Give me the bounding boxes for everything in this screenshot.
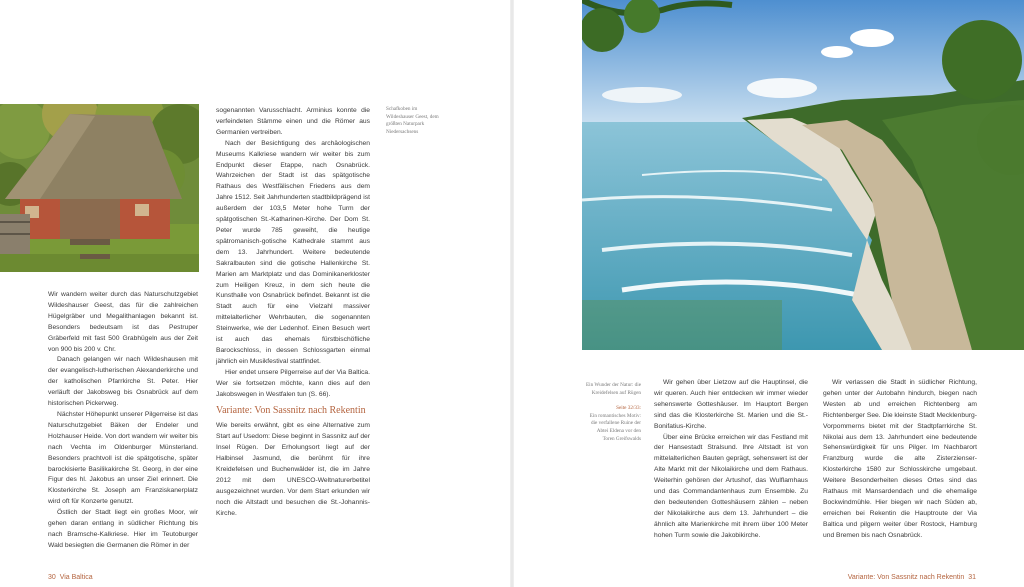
left-column-2 xyxy=(216,106,370,520)
paragraph: Über eine Brücke erreichen wir das Festland mit der Hansestadt Stralsund. Ihre Altstadt ist von mittelalterlichen Bauten geprägt, sehenswert ist der Alte Markt mit der Nikolaikirche und dem Rathaus. Weiterhin gehören der Artushof, das Wulflamhaus und das Commandantenhaus zum Ensemble. Zu den bedeutenden Gotteshäusern zählen – neben der Nikolaikirche aus dem 13. Jahrhundert – die ähnlich alte Marienkirche mit ihrem über 100 Meter hohen Turm sowie die Jakobikirche. xyxy=(654,433,808,539)
paragraph: Wir gehen über Lietzow auf die Hauptinsel, die wir queren. Auch hier entdecken wir immer wieder sehenswerte Gotteshäuser. Im Hauptort Bergen sind das die Klosterkirche St. Marien und die St.-Bonifatius-Kirche. xyxy=(654,379,808,430)
paragraph: Danach gelangen wir nach Wildeshausen mit der evangelisch-lutherischen Alexanderkirche und der katholischen Pfarrkirche St. Peter. Hier verläuft der Jakobsweg bis Osnabrück auf dem historischen Pickerweg. xyxy=(48,356,198,408)
running-title: Via Baltica xyxy=(59,574,93,581)
gutter xyxy=(510,0,514,587)
paragraph: sogenannten Varusschlacht. Arminius konnte die verfeindeten Stämme einen und die Römer aus Germanien vertreiben. xyxy=(216,107,370,136)
photo-caption-right xyxy=(585,382,641,443)
caption-page-ref: Seite 32/33: xyxy=(616,405,641,412)
caption-text: Schafkoben im Wildeshauser Geest, dem größten Naturpark Niedersachsens xyxy=(386,106,439,135)
paragraph: Östlich der Stadt liegt ein großes Moor, wir gehen daran entlang in südlicher Richtung bis nach Bramsche-Kalkriese. Hier im Teutoburger Wald besiegten die Germanen die Römer in der xyxy=(48,509,198,549)
paragraph: Wir verlassen die Stadt in südlicher Richtung, gehen unter der Autobahn hindurch, biegen nach Westen ab und erreichen Richtenberg am Richtenberger See. Die kleinste Stadt Mecklenburg-Vorpommerns bietet mit der Stadtpfarrkirche St. Nikolai aus dem 13. Jahrhundert eine bedeutende Sehenswürdigkeit für uns Pilger. Im Nachbarort Franzburg wurde die alte Zisterzienser-Klosterkirche 1580 zur Schlosskirche umgebaut. Weitere Besonderheiten dieses Ortes sind das Rathaus mit Mansardendach und die ehemalige Bockwindmühle. Hier biegen wir nach Süden ab, erreichen bei Rekentin die Hauptroute der Via Baltica und pilgern weiter über Rostock, Hamburg und Bremen bis nach Osnabrück. xyxy=(823,379,977,539)
running-title: Variante: Von Sassnitz nach Rekentin xyxy=(847,574,965,581)
left-column-1 xyxy=(48,290,198,552)
thatched-barn-photo xyxy=(0,104,199,272)
paragraph: Wie bereits erwähnt, gibt es eine Alternative zum Start auf Usedom: Diese beginnt in Sassnitz auf der Insel Rügen. Der Erholungsort liegt auf der Halbinsel Jasmund, die berühmt für ihre Kreidefelsen und Buchenwälder ist, die im Jahre 2012 mit dem UNESCO-Weltnaturerbetitel ausgezeichnet wurden. Vor dem Start erkunden wir noch die Altstadt und besuchen die St.-Johannis-Kirche. xyxy=(216,422,370,517)
caption-text: Ein romantisches Motiv: die verfallene Ruine der Abtei Eldena vor den Toren Greifswalds xyxy=(589,412,641,442)
page-number: 31 xyxy=(968,574,976,581)
chalk-cliffs-photo xyxy=(582,0,1024,350)
folio-right xyxy=(848,574,976,581)
paragraph: Nächster Höhepunkt unserer Pilgerreise ist das Naturschutzgebiet Bäken der Endeler und Holzhauser Heide. Von dort wandern wir weiter bis nach Vechta im Oldenburger Münsterland. Besonders prachtvoll ist die spätgotische, später barockisierte Basilikakirche St. Georg, in der eine Figur des hl. Jakobus an unser Ziel erinnert. Die Klosterkirche St. Joseph am Franziskanerplatz wird oft für Konzerte genutzt. xyxy=(48,410,198,506)
section-heading: Variante: Von Sassnitz nach Rekentin xyxy=(216,405,366,417)
page-number: 30 xyxy=(48,574,56,581)
folio-left xyxy=(48,574,93,581)
right-column-1 xyxy=(654,378,808,542)
right-column-2 xyxy=(823,378,977,542)
paragraph: Wir wandern weiter durch das Naturschutzgebiet Wildeshauser Geest, das für die zahlreichen Hügelgräber und Megalithanlagen bekannt ist. Besonders bedeutsam ist das Pestruper Gräberfeld mit fast 500 Grabhügeln aus der Zeit von 900 bis 200 v. Chr. xyxy=(48,291,198,353)
paragraph: Hier endet unsere Pilgerreise auf der Via Baltica. Wer sie fortsetzen möchte, kann dies auf den Jakobswegen in Westfalen tun (S. 66). xyxy=(216,368,370,398)
paragraph: Nach der Besichtigung des archäologischen Museums Kalkriese wandern wir weiter bis zum Endpunkt dieser Etappe, nach Osnabrück. Wahrzeichen der Stadt ist das spätgotische Rathaus des Westfälischen Friedens aus dem Jahre 1512. Seit Jahrhunderten stadtbildprägend ist außerdem der 103,5 Meter hohe Turm der spätgotischen St.-Katharinen-Kirche. Der Dom St. Peter wurde 785 geweiht, die heutige spätromanisch-gotische Kathedrale stammt aus dem 13. Jahrhundert. Weitere bedeutende Sakralbauten sind die gotische Hallenkirche St. Marien am Marktplatz und das Dominikanerkloster zum Heiligen Kreuz, in dem sich heute die Kunsthalle von Osnabrück befindet. Bekannt ist die Stadt auch für eine Vielzahl massiver mittelalterlicher Wehrbauten, die sogenannten Steinwerke, wie der Ledenhof. Einen Besuch wert ist auch das ehemals fürstbischöfliche Barockschloss, in dessen Schlossgarten einmal jährlich ein Musikfestival stattfindet. xyxy=(216,139,370,365)
photo-caption xyxy=(386,106,444,136)
caption-text: Ein Wunder der Natur: die Kreidefelsen auf Rügen xyxy=(585,382,641,396)
